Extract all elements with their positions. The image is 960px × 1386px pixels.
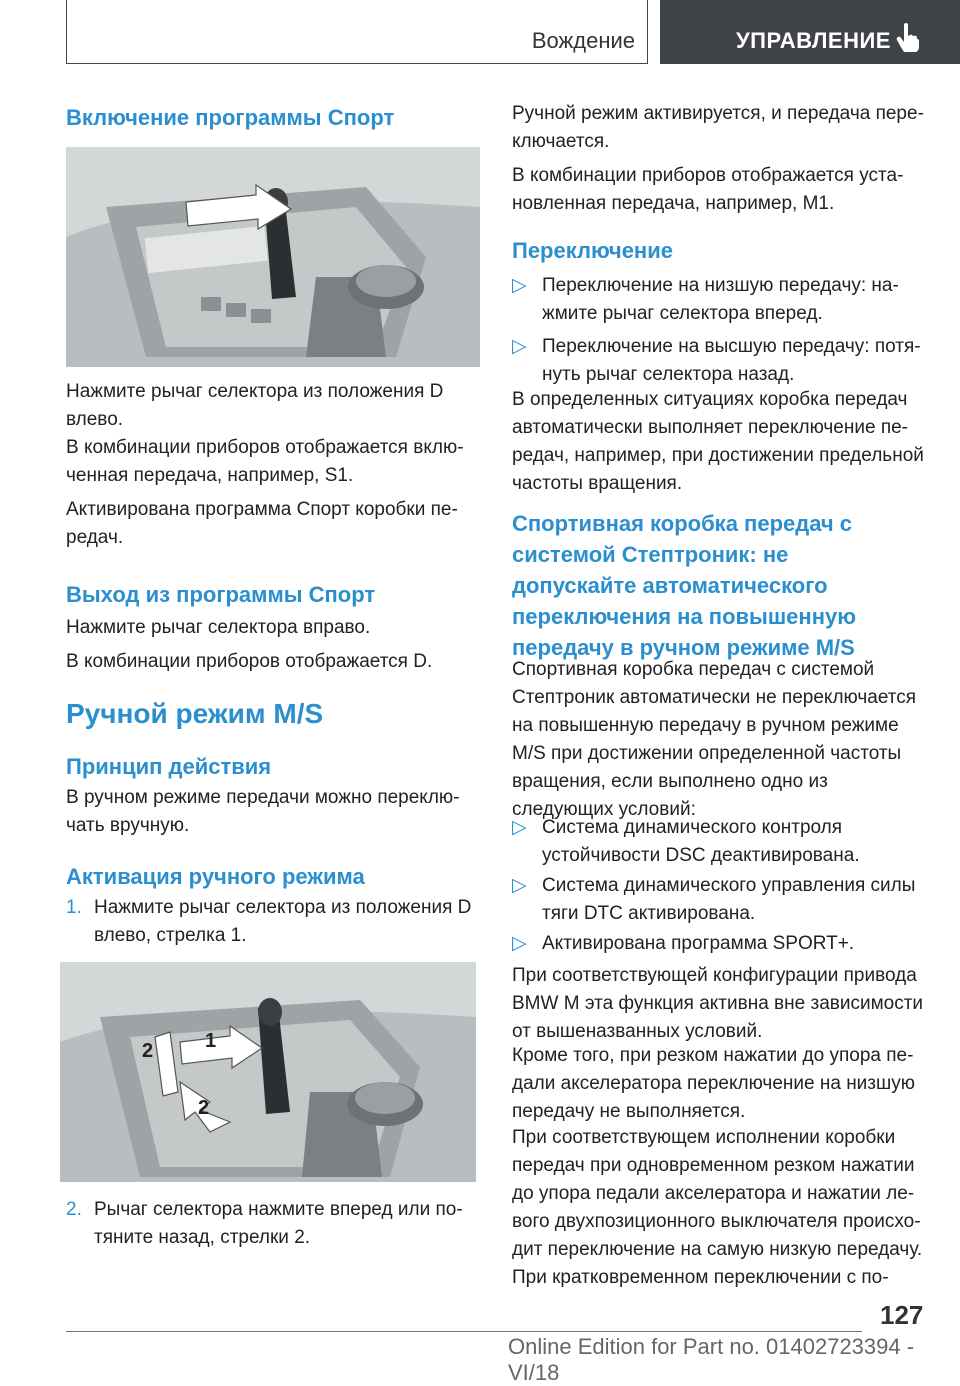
footer-divider <box>66 1331 862 1332</box>
bullet-text: Переключение на высшую передачу: потя- нуть рычаг селектора назад. <box>542 336 921 385</box>
paragraph: Ручной режим активируется, и передача пере- ключается. <box>512 103 924 152</box>
header-section-title: Вождение <box>531 28 635 53</box>
triangle-right-icon: ▷ <box>512 817 527 838</box>
heading-sport-on: Включение программы Спорт <box>66 105 395 130</box>
bullet-text: Система динамического управления силы тяги DTC активирована. <box>542 875 916 924</box>
numbered-step <box>66 1196 480 1252</box>
bullet-item <box>512 872 926 928</box>
arrow-label-2: 2 <box>198 1097 210 1119</box>
paragraph: Спортивная коробка передач с системой Стептроник автоматически не переключается на повышенную передачу в ручном режиме M/S при достижении определенной частоты вращения, если выполнено одно из следующих условий: <box>512 659 917 820</box>
triangle-right-icon: ▷ <box>512 275 527 296</box>
heading-principle: Принцип действия <box>66 754 272 779</box>
edition-footer: Online Edition for Part no. 01402723394 - VI/18 <box>508 1334 915 1385</box>
heading-manual-mode: Ручной режим M/S <box>66 698 324 729</box>
bullet-item <box>512 814 926 870</box>
bullet-item <box>512 272 926 328</box>
paragraph: В комбинации приборов отображается вклю- ченная передача, например, S1. <box>66 437 464 486</box>
paragraph: Кроме того, при резком нажатии до упора пе- дали акселератора переключение на низшую передачу не выполняется. <box>512 1045 915 1122</box>
arrow-label-1: 1 <box>205 1030 217 1052</box>
numbered-step <box>66 894 480 950</box>
paragraph: При соответствующем исполнении коробки передач при одновременном резком нажатии до упора педали акселератора и нажатии ле- вого двухпозиционного выключателя происхо- дит переключение на самую низкую передачу. При кратковременном переключении с по- <box>512 1127 923 1288</box>
triangle-right-icon: ▷ <box>512 933 527 954</box>
arrow-label-2: 2 <box>142 1040 154 1062</box>
heading-activation: Активация ручного режима <box>66 864 365 889</box>
gear-selector-illustration <box>66 147 480 367</box>
gear-selector-figure-1 <box>66 147 480 367</box>
hand-pointer-icon <box>896 22 920 52</box>
header-chapter-box <box>660 0 960 64</box>
paragraph: При соответствующей конфигурации привода BMW M эта функция активна вне зависимости от вышеназванных условий. <box>512 965 924 1042</box>
page-number: 127 <box>880 1300 924 1330</box>
paragraph: В определенных ситуациях коробка передач автоматически выполняет переключение пе- редач, например, при достижении предельной частоты вращения. <box>512 389 924 494</box>
paragraph: Нажмите рычаг селектора из положения D влево. <box>66 381 444 430</box>
header-section-box <box>66 0 648 64</box>
gear-selector-figure-2 <box>60 962 476 1182</box>
bullet-item <box>512 930 926 958</box>
bullet-text: Активирована программа SPORT+. <box>542 933 855 954</box>
step-number: 2. <box>66 1199 82 1220</box>
bullet-text: Система динамического контроля устойчивости DSC деактивирована. <box>542 817 860 866</box>
paragraph: В ручном режиме передачи можно переклю- чать вручную. <box>66 787 460 836</box>
header-chapter-title: УПРАВЛЕНИЕ <box>736 28 891 53</box>
triangle-right-icon: ▷ <box>512 336 527 357</box>
paragraph: В комбинации приборов отображается D. <box>66 651 433 672</box>
heading-shifting: Переключение <box>512 238 673 263</box>
paragraph: Активирована программа Спорт коробки пе- редач. <box>66 499 458 548</box>
bullet-text: Переключение на низшую передачу: на- жмите рычаг селектора вперед. <box>542 275 899 324</box>
heading-steptronic: Спортивная коробка передач с системой Стептроник: не допускайте автоматического переключения на повышенную передачу в ручном режиме M/S <box>512 511 857 660</box>
step-text: Рычаг селектора нажмите вперед или по- тяните назад, стрелки 2. <box>94 1199 463 1248</box>
triangle-right-icon: ▷ <box>512 875 527 896</box>
bullet-item <box>512 333 926 389</box>
step-text: Нажмите рычаг селектора из положения D влево, стрелка 1. <box>94 897 472 946</box>
step-number: 1. <box>66 897 82 918</box>
paragraph: Нажмите рычаг селектора вправо. <box>66 617 371 638</box>
gear-selector-arrows-illustration <box>60 962 476 1182</box>
paragraph: В комбинации приборов отображается уста- новленная передача, например, M1. <box>512 165 904 214</box>
heading-sport-off: Выход из программы Спорт <box>66 582 376 607</box>
